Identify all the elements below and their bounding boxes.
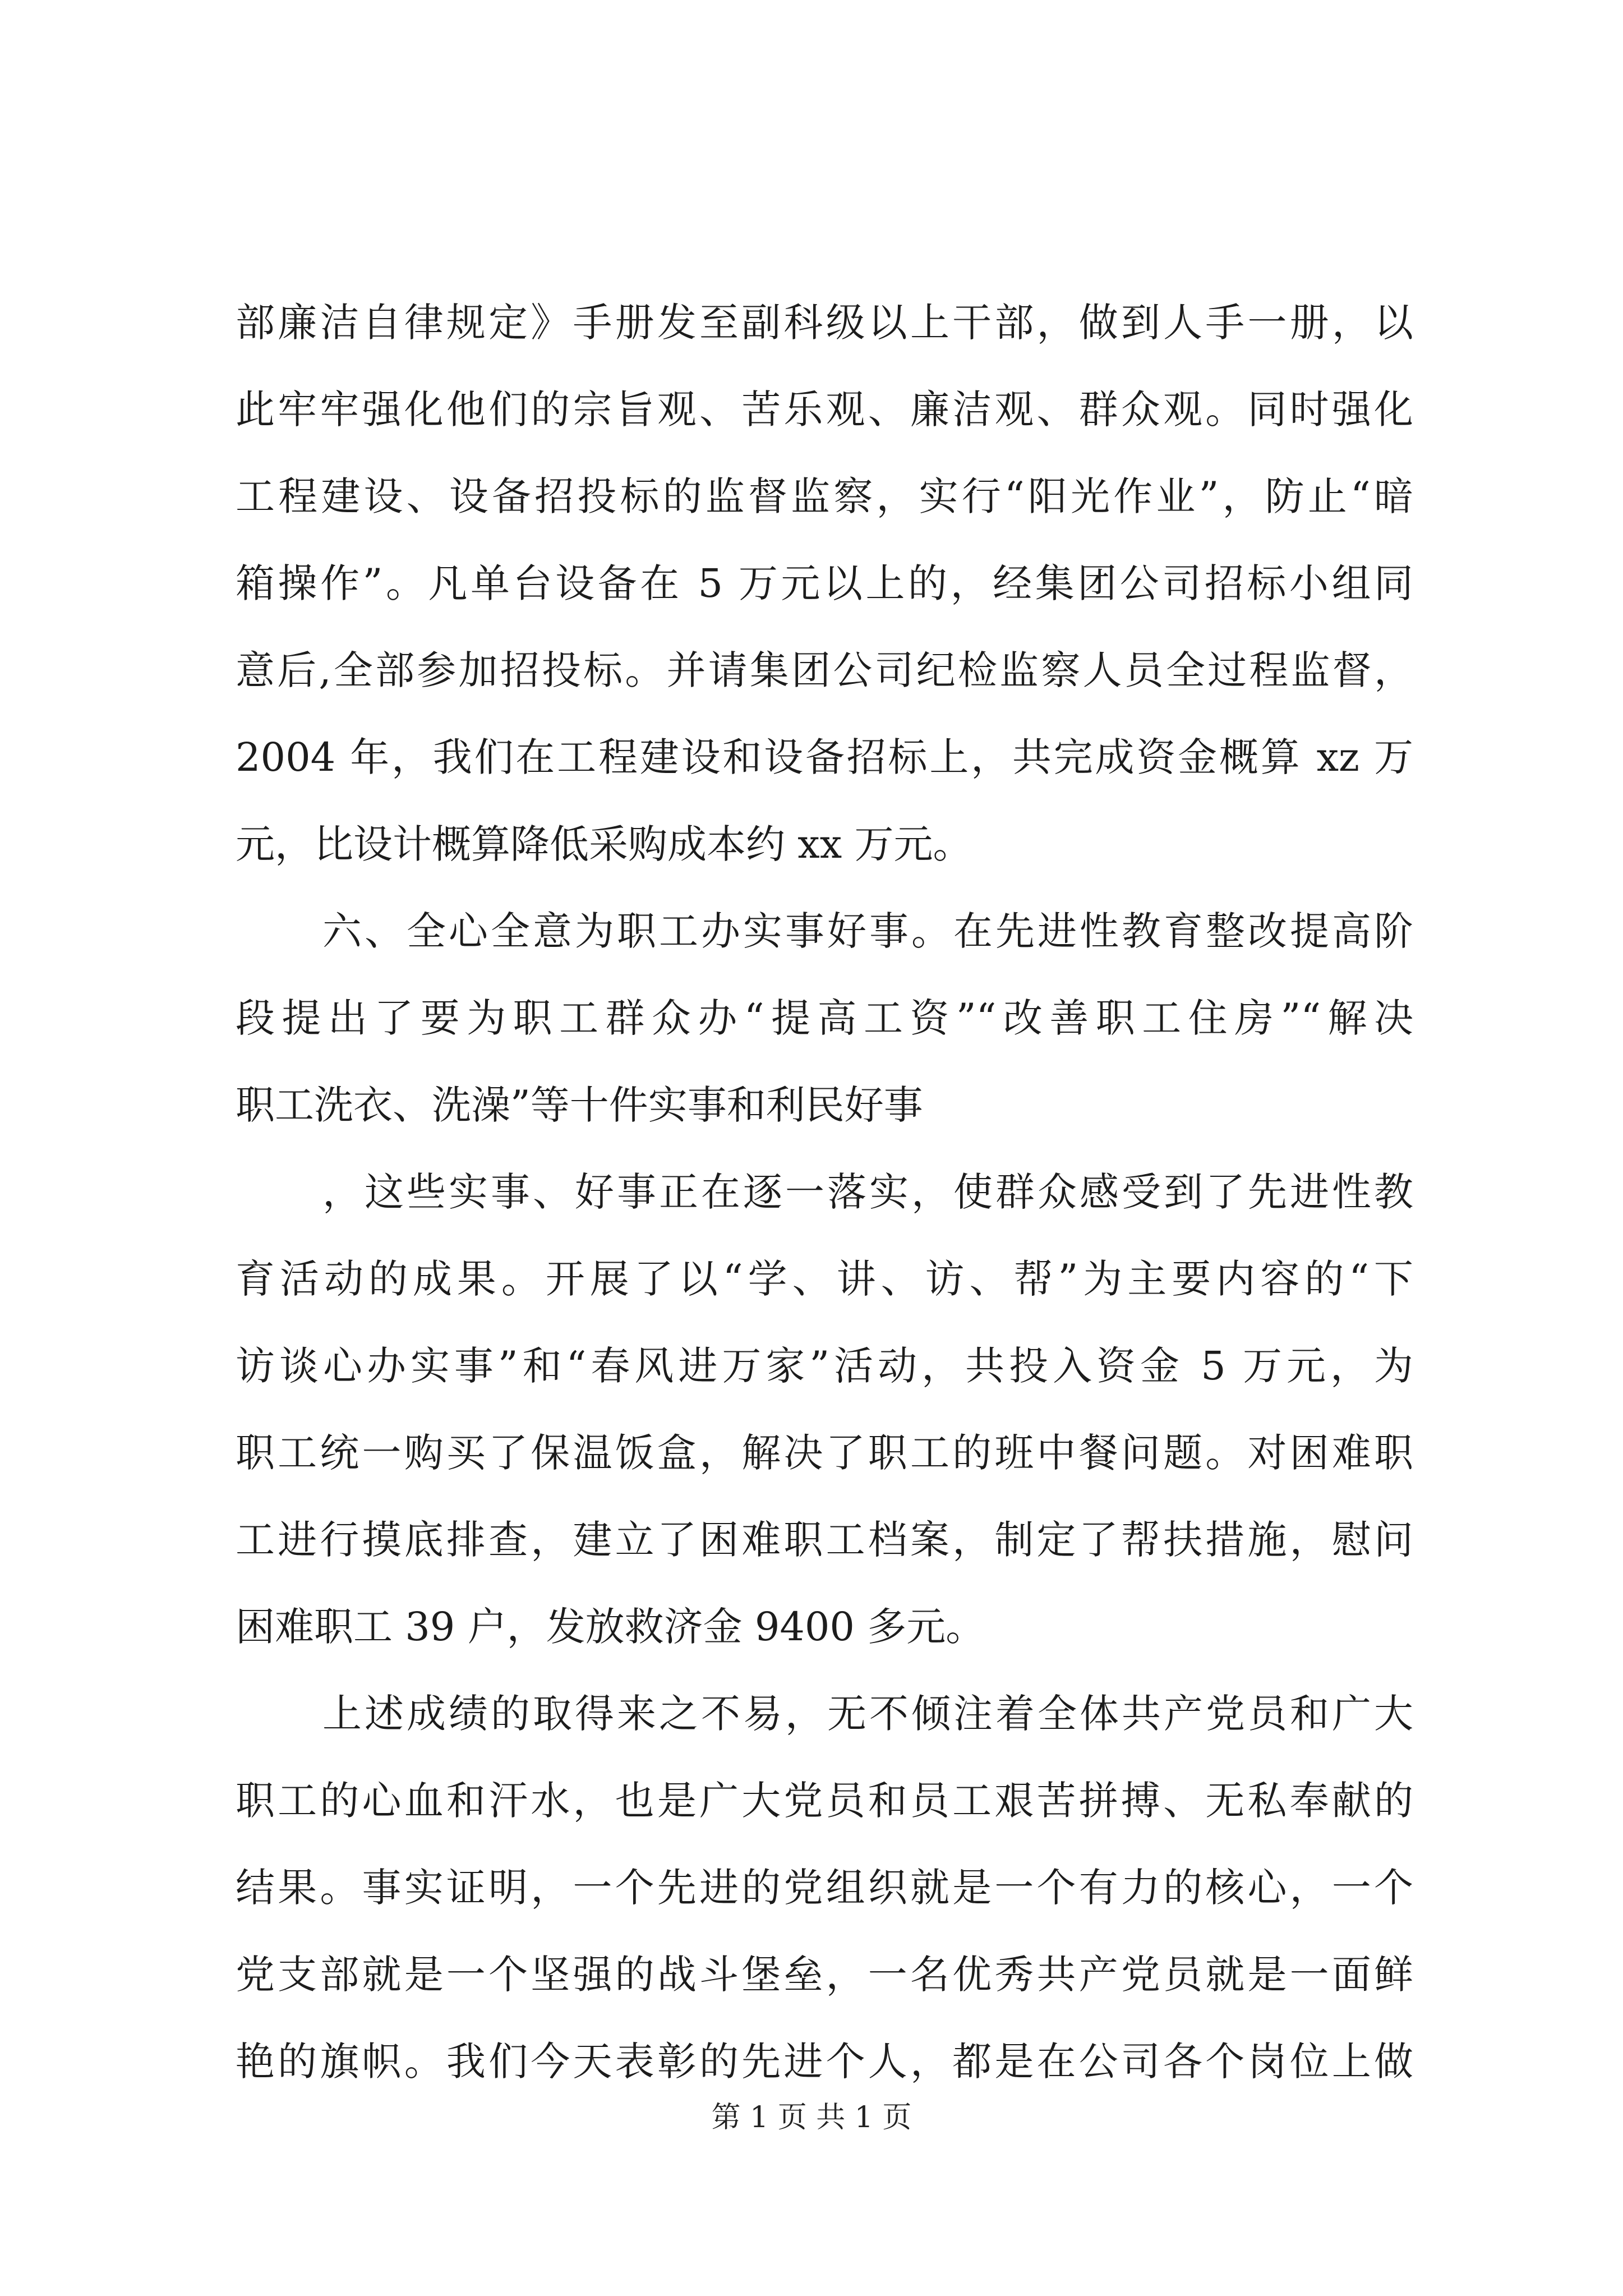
text-line: 上述成绩的取得来之不易，无不倾注着全体共产党员和广大 [322, 1691, 1413, 1737]
text-line: 此牢牢强化他们的宗旨观、苦乐观、廉洁观、群众观。同时强化 [236, 386, 1413, 432]
text-line: 育活动的成果。开展了以“学、讲、访、帮”为主要内容的“下 [236, 1256, 1413, 1302]
text-line: 党支部就是一个坚强的战斗堡垒，一名优秀共产党员就是一面鲜 [236, 1952, 1413, 1998]
text-line: 艳的旗帜。我们今天表彰的先进个人，都是在公司各个岗位上做 [236, 2039, 1413, 2085]
text-line: 意后,全部参加招投标。并请集团公司纪检监察人员全过程监督， [236, 647, 1413, 693]
text-line: 部廉洁自律规定》手册发至副科级以上干部，做到人手一册，以 [236, 300, 1413, 346]
text-line: 箱操作”。凡单台设备在 5 万元以上的，经集团公司招标小组同 [236, 560, 1413, 606]
text-line: 段提出了要为职工群众办“提高工资”“改善职工住房”“解决 [236, 995, 1413, 1041]
page-number-label: 第 1 页 共 1 页 [711, 2101, 912, 2134]
text-line: 访谈心办实事”和“春风进万家”活动，共投入资金 5 万元，为 [236, 1343, 1413, 1389]
text-line: 职工的心血和汗水，也是广大党员和员工艰苦拼搏、无私奉献的 [236, 1778, 1413, 1824]
text-line: 工进行摸底排查，建立了困难职工档案，制定了帮扶措施，慰问 [236, 1517, 1413, 1563]
text-line: 困难职工 39 户，发放救济金 9400 多元。 [236, 1604, 985, 1650]
text-line: 职工统一购买了保温饭盒，解决了职工的班中餐问题。对困难职 [236, 1430, 1413, 1476]
text-line: 六、全心全意为职工办实事好事。在先进性教育整改提高阶 [322, 908, 1413, 954]
text-line: 2004 年，我们在工程建设和设备招标上，共完成资金概算 xz 万 [236, 734, 1413, 780]
page-footer [0, 2098, 1623, 2137]
text-line: 元，比设计概算降低采购成本约 xx 万元。 [236, 821, 972, 867]
text-line: 结果。事实证明，一个先进的党组织就是一个有力的核心，一个 [236, 1865, 1413, 1911]
text-line: 职工洗衣、洗澡”等十件实事和利民好事 [236, 1082, 923, 1128]
text-line: 工程建设、设备招投标的监督监察，实行“阳光作业”，防止“暗 [236, 473, 1413, 519]
text-line: ，这些实事、好事正在逐一落实，使群众感受到了先进性教 [322, 1169, 1413, 1215]
